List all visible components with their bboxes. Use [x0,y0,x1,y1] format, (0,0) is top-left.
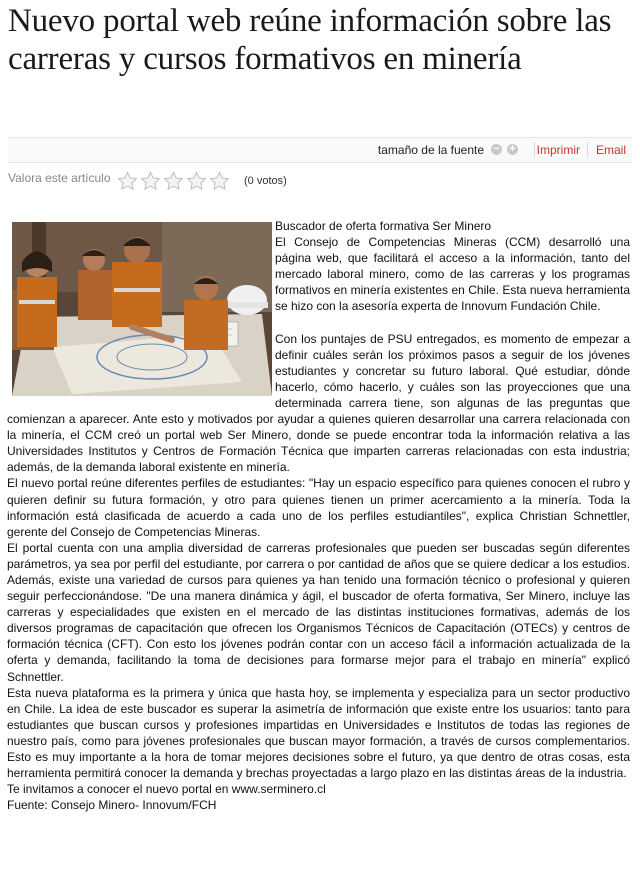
font-size-label: tamaño de la fuente [377,143,484,157]
star-icon[interactable] [139,170,162,192]
rating-stars [116,170,231,192]
star-icon[interactable] [116,170,139,192]
body-paragraph: Buscador de oferta formativa Ser Minero [275,219,492,233]
email-link[interactable]: Email [595,143,626,157]
body-paragraph: Con los puntajes de PSU entregados, es momento de empezar a definir cuáles serán los próximos pasos a seguir de los jóvenes estudiantes y concretar su futuro laboral. Qué estudiar, dónde hacerlo, cómo hacerlo, y cuáles son las proyecciones que una determinada carrera tiene, son algunas de las preguntas que comienzan a aparecer. Ante esto y motivados por ayudar a quienes quieren desarrollar una carrera relacionada con la minería, el CCM creó un portal web Ser Minero, donde se puede encontrar toda la información relativa a las Universidades Institutos y Centros de Formación Técnica que imparten carreras relacionadas con esta industria; además, de la demanda laboral existente en minería. [7,331,630,475]
rating-label: Valora este artículo [8,171,111,185]
print-link[interactable]: Imprimir [536,143,580,157]
body-paragraph: El nuevo portal reúne diferentes perfiles de estudiantes: "Hay un espacio específico para quienes conocen el rubro y quieren definir su futura formación, y otro para quienes tienen un primer acercamiento a la minería. Toda la información está clasificada de acuerdo a cada uno de los perfiles estudiantiles", explica Christian Schnettler, gerente del Consejo de Competencias Mineras. [7,476,630,539]
star-icon[interactable] [208,170,231,192]
font-decrease-button[interactable]: − [491,144,502,155]
star-icon[interactable] [162,170,185,192]
article-title: Nuevo portal web reúne información sobre las carreras y cursos formativos en minería [8,3,612,77]
toolbar-divider [587,142,588,157]
article-body [7,218,630,813]
star-icon[interactable] [185,170,208,192]
body-paragraph: El Consejo de Competencias Mineras (CCM) desarrolló una página web, que facilitará el acceso a la información, tanto del mercado laboral minero, como de las carreras y los programas formativos en minería existentes en Chile. Esta nueva herramienta se hizo con la asesoría experta de Innovum Fundación Chile. [275,235,630,314]
body-paragraph: Esta nueva plataforma es la primera y única que hasta hoy, se implementa y especializa para un sector productivo en Chile. La idea de este buscador es superar la asimetría de información que existe entre los usuarios: tanto para estudiantes que buscan cursos y profesiones impartidas en Universidades e Institutos de todas las regiones de nuestro país, como para jóvenes profesionales que buscan mayor formación, a través de cursos complementarios. Esto es muy importante a la hora de tomar mejores decisiones sobre el futuro, ya que dentro de otras cosas, esta herramienta permitirá conocer la demanda y brechas proyectadas a largo plazo en las distintas áreas de la industria. [7,685,630,781]
votes-count: (0 votos) [244,175,287,187]
toolbar-divider [534,142,535,157]
article-rating [8,171,328,193]
photo-spacer [7,218,275,401]
font-increase-button[interactable]: + [507,144,518,155]
source-credit: Fuente: Consejo Minero- Innovum/FCH [7,798,217,813]
body-paragraph: El portal cuenta con una amplia diversidad de carreras profesionales que pueden ser buscadas según diferentes parámetros, ya sea por perfil del estudiante, por carrera o por cantidad de años que se quiere dedicar a los estudios. Además, existe una variedad de cursos para quienes ya han tenido una formación técnico o profesional y quieren seguir perfeccionándose. "De una manera dinámica y ágil, el buscador de oferta formativa, Ser Minero, incluye las carreras y especialidades que existen en el mercado de las distintas instituciones formativas, además de los diversos programas de capacitación que ofrecen los Organismos Técnicos de Capacitación (OTECs) y centros de formación técnica (CFT). Con esto los jóvenes podrán contar con un acceso fácil a información actualizada de la oferta y demanda, facilitando la toma de decisiones para formarse mejor para el trabajo en minería" explicó Schnettler. [7,540,630,684]
body-paragraph-link[interactable]: Te invitamos a conocer el nuevo portal en www.serminero.cl [7,782,326,797]
article-toolbar [8,137,632,163]
